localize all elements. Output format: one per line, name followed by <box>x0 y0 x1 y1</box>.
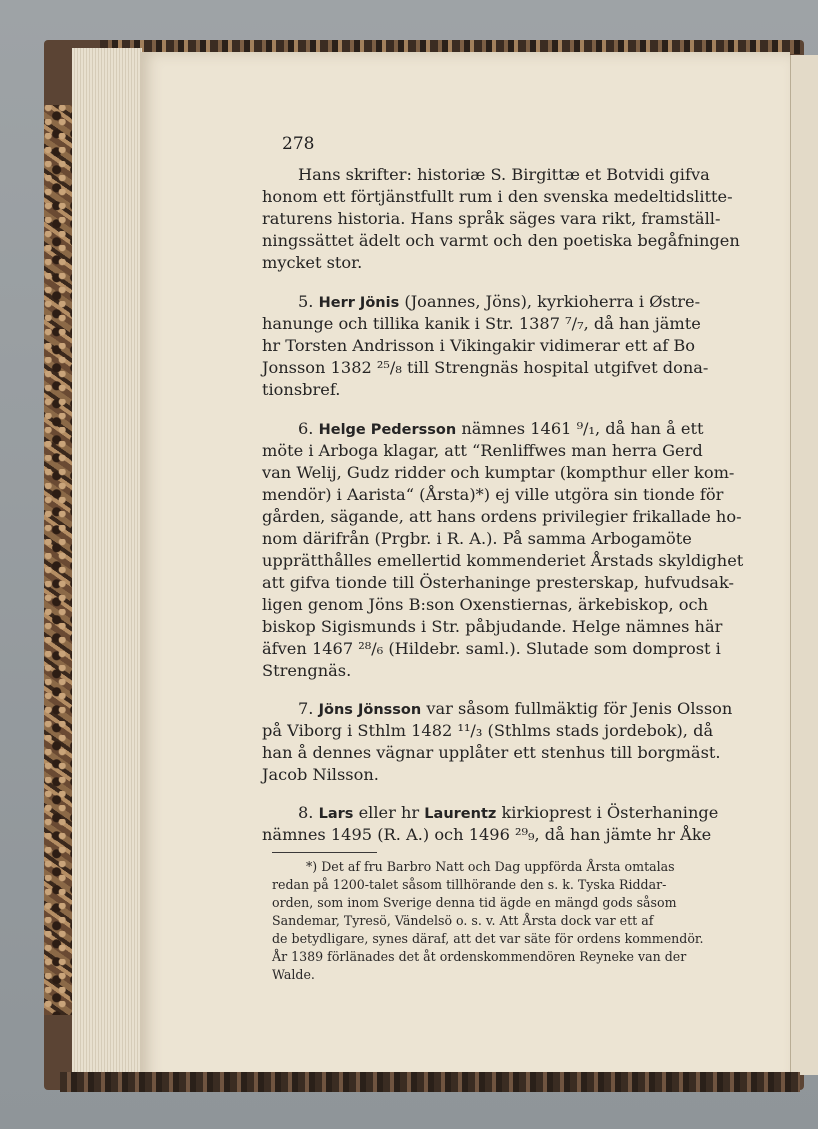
footnote-rule <box>272 852 377 853</box>
sec6-text-1: nämnes 1461 ⁹/₁, då han å ett <box>461 419 704 438</box>
sec8-name-2: Laurentz <box>424 806 497 822</box>
sec8-name: Lars <box>318 806 354 822</box>
sec6-line-1 <box>262 418 750 442</box>
sec6-line-2: möte i Arboga klagar, att “Renliffwes man herra Gerd <box>262 441 703 460</box>
p1-line-4: ningssättet ädelt och varmt och den poetiska begåfningen <box>262 231 740 250</box>
sec5-line-5: tionsbref. <box>262 380 341 399</box>
sec6-line-3: van Welij, Gudz ridder och kumptar (kompthur eller kom- <box>262 463 735 482</box>
sec6-line-11: äfven 1467 ²⁸/₆ (Hildebr. saml.). Slutade som domprost i <box>262 639 721 658</box>
page-number: 278 <box>282 134 315 154</box>
p1-line-5: mycket stor. <box>262 253 363 272</box>
sec7-line-2: på Viborg i Sthlm 1482 ¹¹/₃ (Sthlms stads jordebok), då <box>262 721 714 740</box>
sec6-line-6: nom därifrån (Prgbr. i R. A.). På samma Arbogamöte <box>262 529 692 548</box>
sec8-number: 8. <box>298 803 314 822</box>
footnote-line-7: Walde. <box>272 967 315 982</box>
sec5-line-3: hr Torsten Andrisson i Vikingakir vidimerar ett af Bo <box>262 336 696 355</box>
marbled-edge <box>44 105 74 1015</box>
sec6-line-9: ligen genom Jöns B:son Oxenstiernas, ärkebiskop, och <box>262 595 709 614</box>
sec5-line-1 <box>262 291 750 315</box>
p1-line-3: raturens historia. Hans språk säges vara rikt, framställ- <box>262 209 721 228</box>
sec5-line-2: hanunge och tillika kanik i Str. 1387 ⁷/₇, då han jämte <box>262 314 701 333</box>
sec5-line-4: Jonsson 1382 ²⁵/₈ till Strengnäs hospital utgifvet dona- <box>262 358 709 377</box>
facing-page-edge <box>790 55 818 1075</box>
sec5-text-1: (Joannes, Jöns), kyrkioherra i Østre- <box>404 292 701 311</box>
p1-line-2: honom ett förtjänstfullt rum i den svenska medeltidslitte- <box>262 187 733 206</box>
sec8-text-1: kirkioprest i Österhaninge <box>501 803 719 822</box>
sec7-line-1 <box>262 698 750 722</box>
sec6-name: Helge Pedersson <box>318 422 457 438</box>
sec6-line-10: biskop Sigismunds i Str. påbjudande. Helge nämnes här <box>262 617 723 636</box>
footnote-line-1: *) Det af fru Barbro Natt och Dag uppförda Årsta omtalas <box>306 859 675 874</box>
sec8-line-1 <box>262 802 750 826</box>
footnote-line-3: orden, som inom Sverige denna tid ägde en mängd gods såsom <box>272 895 677 910</box>
book-bottom-edge <box>60 1072 800 1092</box>
sec8-line-2: nämnes 1495 (R. A.) och 1496 ²⁹₉, då han jämte hr Åke <box>262 825 712 844</box>
footnote-line-4: Sandemar, Tyresö, Vändelsö o. s. v. Att Årsta dock var ett af <box>272 913 654 928</box>
footnote-line-6: År 1389 förlänades det åt ordenskommendören Reyneke van der <box>272 949 687 964</box>
sec5-number: 5. <box>298 292 314 311</box>
footnote-line-5: de betydligare, synes däraf, att det var säte för ordens kommendör. <box>272 931 704 946</box>
sec6-line-4: mendör) i Aarista“ (Årsta)*) ej ville utgöra sin tionde för <box>262 485 724 504</box>
sec8-mid: eller hr <box>358 803 420 822</box>
page-stack <box>72 48 142 1088</box>
sec6-number: 6. <box>298 419 314 438</box>
sec6-line-5: gården, sägande, att hans ordens privilegier frikallade ho- <box>262 507 742 526</box>
footnote-line-2: redan på 1200-talet såsom tillhörande den s. k. Tyska Riddar- <box>272 877 667 892</box>
sec7-text-1: var såsom fullmäktig för Jenis Olsson <box>426 699 733 718</box>
sec7-number: 7. <box>298 699 314 718</box>
p1-line-1: Hans skrifter: historiæ S. Birgittæ et Botvidi gifva <box>298 165 710 184</box>
sec5-name: Herr Jönis <box>318 295 400 311</box>
sec6-line-8: att gifva tionde till Österhaninge presterskap, hufvudsak- <box>262 573 734 592</box>
sec7-line-4: Jacob Nilsson. <box>262 765 379 784</box>
sec6-line-7: upprätthålles emellertid kommenderiet Årstads skyldighet <box>262 551 744 570</box>
sec6-line-12: Strengnäs. <box>262 661 352 680</box>
sec7-line-3: han å dennes vägnar upplåter ett stenhus till borgmäst. <box>262 743 721 762</box>
sec7-name: Jöns Jönsson <box>318 702 422 718</box>
